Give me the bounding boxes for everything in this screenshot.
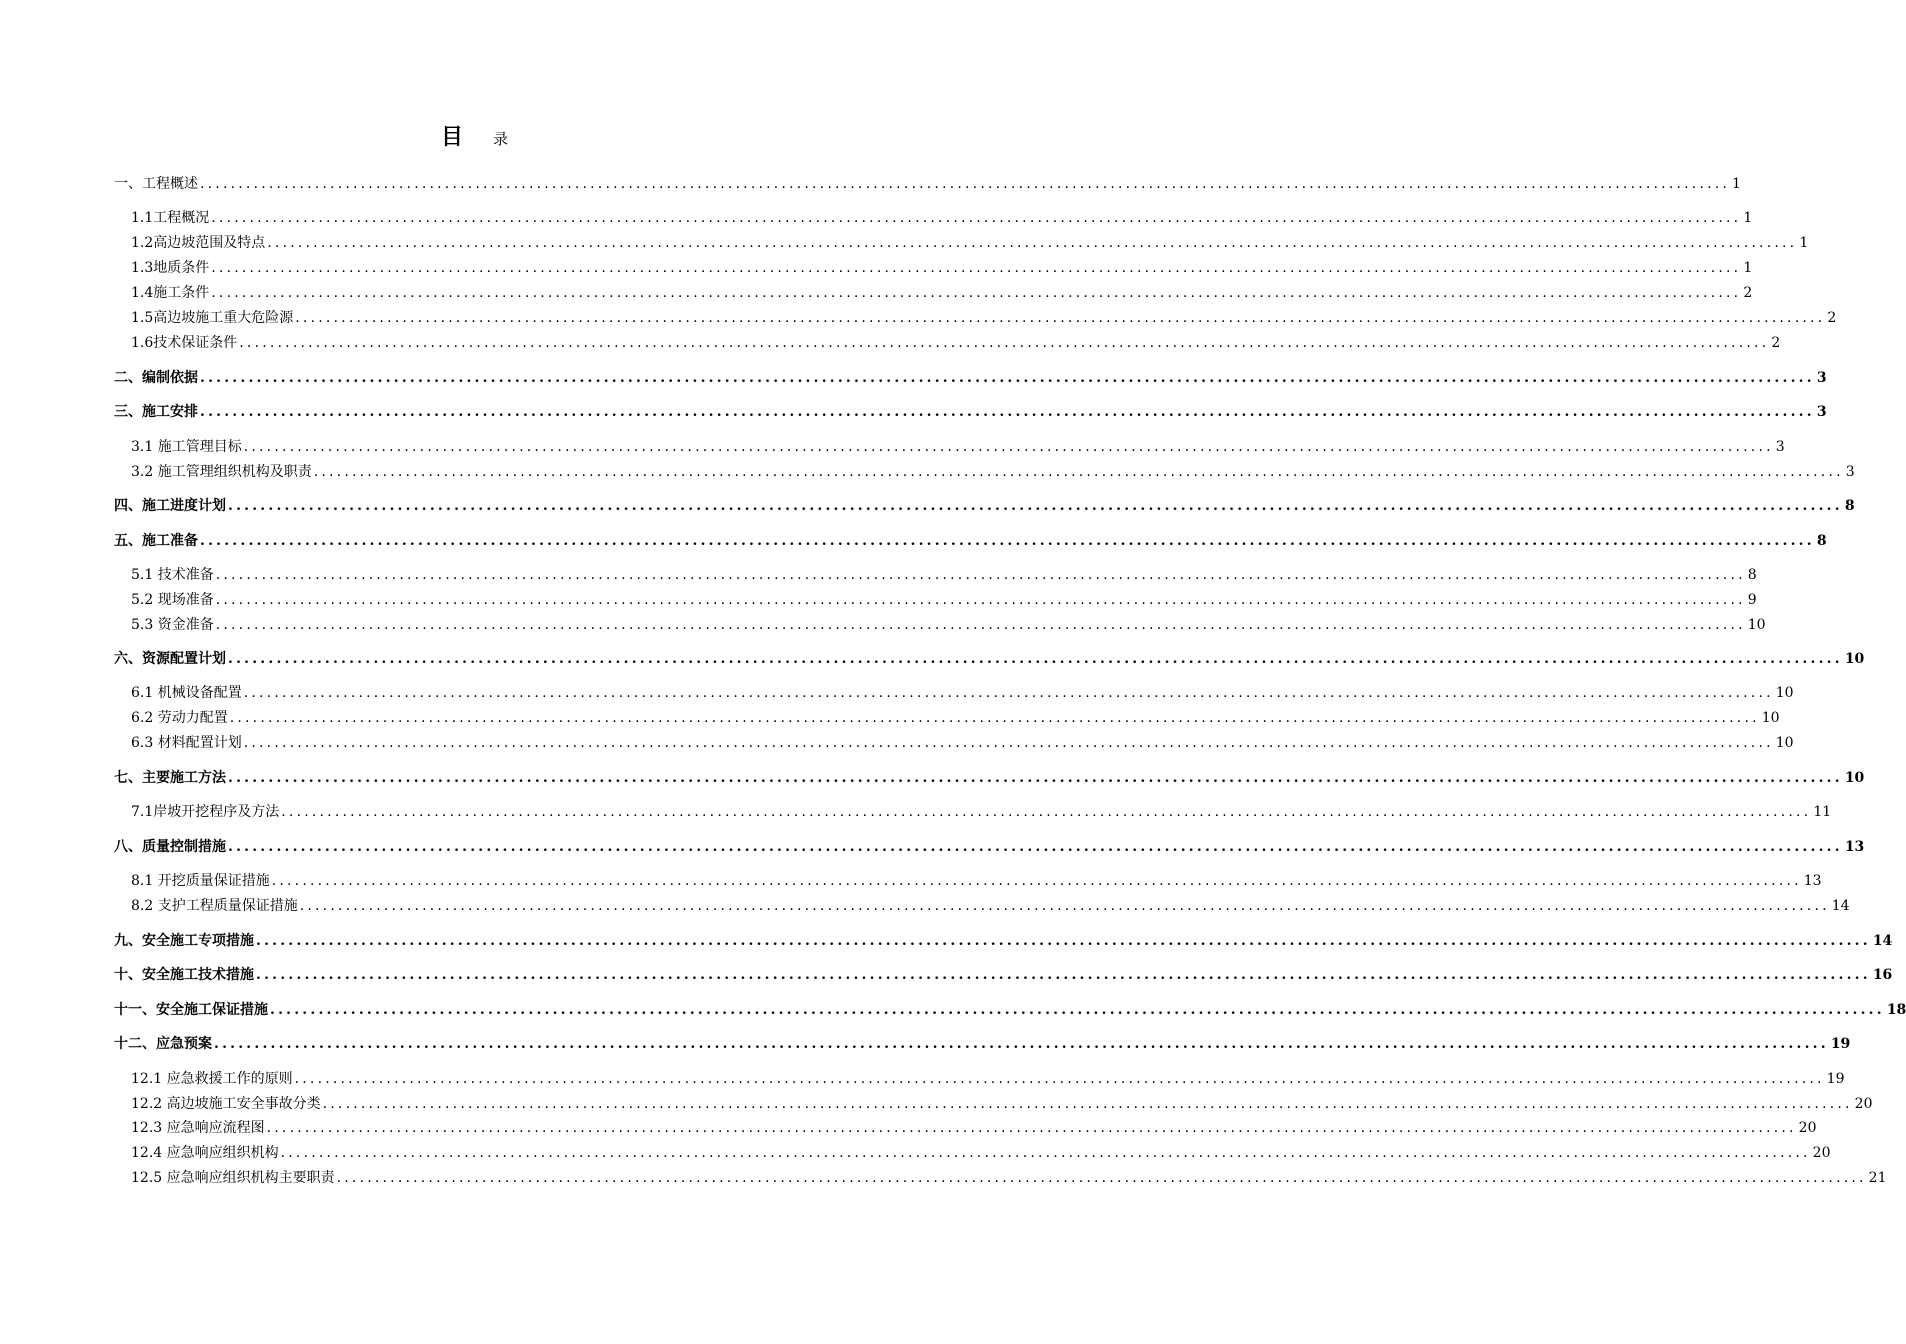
toc-chapter-entry[interactable] [114,765,1865,787]
toc-section-entry[interactable] [131,205,1753,227]
toc-entry-label: 1.5高边坡施工重大危险源 [131,310,294,326]
toc-dot-leader: ........................................................................................................................................................................................................ [270,1002,1885,1018]
toc-title-part2: 录 [493,130,509,148]
toc-page-number: 10 [1761,710,1780,726]
toc-section-entry[interactable] [131,305,1837,327]
toc-entry-label: 12.3 应急响应流程图 [131,1120,265,1136]
toc-page-number: 1 [1799,235,1809,251]
toc-dot-leader: ........................................................................................................................................................................................................ [228,498,1843,514]
toc-chapter-entry[interactable] [114,646,1865,668]
toc-page-number: 11 [1813,804,1832,820]
toc-chapter-entry[interactable] [114,1031,1851,1053]
toc-dot-leader: ........................................................................................................................................................................................................ [313,464,1844,480]
toc-entry-label: 8.2 支护工程质量保证措施 [131,898,298,914]
toc-entry-label: 6.1 机械设备配置 [131,685,242,701]
toc-dot-leader: ........................................................................................................................................................................................................ [200,176,1731,192]
toc-page-number: 10 [1775,685,1794,701]
toc-section-entry[interactable] [131,1066,1845,1088]
toc-page-number: 8 [1747,567,1757,583]
toc-page-number: 19 [1830,1036,1851,1052]
toc-page-number: 14 [1831,898,1850,914]
toc-chapter-entry[interactable] [114,928,1893,950]
toc-entry-label: 二、编制依据 [114,370,198,386]
toc-chapter-entry[interactable] [114,834,1865,856]
toc-section-entry[interactable] [131,612,1766,634]
toc-page-number: 20 [1854,1096,1873,1112]
toc-dot-leader: ........................................................................................................................................................................................................ [239,335,1770,351]
toc-page-number: 20 [1798,1120,1817,1136]
toc-page-number: 21 [1868,1170,1887,1186]
toc-dot-leader: ........................................................................................................................................................................................................ [211,260,1742,276]
toc-page-number: 9 [1747,592,1757,608]
toc-dot-leader: ........................................................................................................................................................................................................ [211,210,1742,226]
toc-section-entry[interactable] [131,459,1855,481]
toc-entry-label: 5.3 资金准备 [131,617,214,633]
toc-entry-label: 1.2高边坡范围及特点 [131,235,266,251]
toc-dot-leader: ........................................................................................................................................................................................................ [299,898,1830,914]
toc-section-entry[interactable] [131,1091,1873,1113]
toc-page-number: 10 [1747,617,1766,633]
toc-page-number: 2 [1827,310,1837,326]
toc-section-entry[interactable] [131,730,1794,752]
toc-dot-leader: ........................................................................................................................................................................................................ [200,370,1815,386]
toc-dot-leader: ........................................................................................................................................................................................................ [243,439,1774,455]
toc-entry-label: 1.6技术保证条件 [131,335,238,351]
toc-page-number: 16 [1872,967,1893,983]
toc-section-entry[interactable] [131,1115,1817,1137]
toc-section-entry[interactable] [131,1140,1831,1162]
toc-page-number: 10 [1775,735,1794,751]
toc-page-number: 3 [1816,370,1827,386]
toc-entry-label: 三、施工安排 [114,404,198,420]
toc-entry-label: 十、安全施工技术措施 [114,967,254,983]
toc-entry-label: 四、施工进度计划 [114,498,226,514]
toc-chapter-entry[interactable] [114,528,1827,550]
toc-page-number: 10 [1844,651,1865,667]
toc-page-number: 3 [1845,464,1855,480]
toc-dot-leader: ........................................................................................................................................................................................................ [228,651,1843,667]
toc-dot-leader: ........................................................................................................................................................................................................ [281,804,1812,820]
toc-dot-leader: ........................................................................................................................................................................................................ [336,1170,1867,1186]
toc-entry-label: 12.5 应急响应组织机构主要职责 [131,1170,335,1186]
toc-chapter-entry[interactable] [114,962,1893,984]
toc-page-number: 20 [1812,1145,1831,1161]
toc-title-part1: 目 [441,124,464,150]
toc-page-number: 3 [1816,404,1827,420]
toc-section-entry[interactable] [131,868,1822,890]
toc-dot-leader: ........................................................................................................................................................................................................ [256,967,1871,983]
toc-page-number: 10 [1844,770,1865,786]
toc-dot-leader: ........................................................................................................................................................................................................ [211,285,1742,301]
toc-section-entry[interactable] [131,799,1832,821]
toc-entry-label: 十一、安全施工保证措施 [114,1002,268,1018]
toc-dot-leader: ........................................................................................................................................................................................................ [229,710,1760,726]
toc-entry-label: 12.4 应急响应组织机构 [131,1145,279,1161]
toc-dot-leader: ........................................................................................................................................................................................................ [228,770,1843,786]
toc-section-entry[interactable] [131,562,1757,584]
toc-page-number: 1 [1732,176,1741,192]
toc-chapter-entry[interactable] [114,365,1827,387]
toc-entry-label: 九、安全施工专项措施 [114,933,254,949]
toc-entry-label: 1.4施工条件 [131,285,210,301]
toc-section-entry[interactable] [131,434,1785,456]
toc-entry-label: 3.1 施工管理目标 [131,439,242,455]
toc-section-entry[interactable] [131,1165,1887,1187]
toc-entry-label: 5.2 现场准备 [131,592,214,608]
toc-entry-label: 七、主要施工方法 [114,770,226,786]
toc-page-number: 13 [1803,873,1822,889]
toc-page-number: 18 [1886,1002,1906,1018]
toc-chapter-entry[interactable] [114,493,1855,515]
toc-page-number: 8 [1844,498,1855,514]
toc-dot-leader: ........................................................................................................................................................................................................ [322,1096,1853,1112]
toc-dot-leader: ........................................................................................................................................................................................................ [295,310,1826,326]
toc-page-number: 13 [1844,839,1865,855]
toc-dot-leader: ........................................................................................................................................................................................................ [271,873,1802,889]
toc-section-entry[interactable] [131,230,1809,252]
toc-entry-label: 五、施工准备 [114,533,198,549]
toc-dot-leader: ........................................................................................................................................................................................................ [267,235,1798,251]
toc-dot-leader: ........................................................................................................................................................................................................ [228,839,1843,855]
toc-entry-label: 1.1工程概况 [131,210,210,226]
toc-entry-label: 12.1 应急救援工作的原则 [131,1071,293,1087]
toc-section-entry[interactable] [131,680,1794,702]
toc-page-number: 3 [1775,439,1785,455]
toc-page-number: 1 [1743,260,1753,276]
toc-chapter-entry[interactable] [114,171,1741,193]
toc-section-entry[interactable] [131,893,1850,915]
toc-dot-leader: ........................................................................................................................................................................................................ [214,1036,1829,1052]
toc-chapter-entry[interactable] [114,997,1906,1019]
toc-page-number: 14 [1872,933,1893,949]
toc-entry-label: 1.3地质条件 [131,260,210,276]
toc-dot-leader: ........................................................................................................................................................................................................ [215,592,1746,608]
toc-section-entry[interactable] [131,587,1757,609]
toc-dot-leader: ........................................................................................................................................................................................................ [256,933,1871,949]
toc-entry-label: 7.1岸坡开挖程序及方法 [131,804,280,820]
toc-section-entry[interactable] [131,280,1753,302]
toc-entry-label: 6.3 材料配置计划 [131,735,242,751]
toc-dot-leader: ........................................................................................................................................................................................................ [266,1120,1797,1136]
toc-dot-leader: ........................................................................................................................................................................................................ [200,404,1815,420]
toc-page-number: 2 [1743,285,1753,301]
toc-dot-leader: ........................................................................................................................................................................................................ [200,533,1815,549]
toc-entry-label: 6.2 劳动力配置 [131,710,228,726]
toc-page-number: 19 [1826,1071,1845,1087]
toc-dot-leader: ........................................................................................................................................................................................................ [280,1145,1811,1161]
toc-entry-label: 一、工程概述 [114,176,198,192]
toc-entry-label: 六、资源配置计划 [114,651,226,667]
toc-page-number: 1 [1743,210,1753,226]
toc-dot-leader: ........................................................................................................................................................................................................ [243,735,1774,751]
toc-page-number: 8 [1816,533,1827,549]
toc-entry-label: 八、质量控制措施 [114,839,226,855]
toc-section-entry[interactable] [131,705,1780,727]
toc-entry-label: 8.1 开挖质量保证措施 [131,873,270,889]
toc-entry-label: 十二、应急预案 [114,1036,212,1052]
toc-dot-leader: ........................................................................................................................................................................................................ [294,1071,1825,1087]
toc-chapter-entry[interactable] [114,399,1827,421]
toc-section-entry[interactable] [131,330,1781,352]
toc-dot-leader: ........................................................................................................................................................................................................ [215,617,1746,633]
toc-section-entry[interactable] [131,255,1753,277]
toc-page-number: 2 [1771,335,1781,351]
toc-entry-label: 5.1 技术准备 [131,567,214,583]
toc-dot-leader: ........................................................................................................................................................................................................ [243,685,1774,701]
toc-dot-leader: ........................................................................................................................................................................................................ [215,567,1746,583]
toc-entry-label: 12.2 高边坡施工安全事故分类 [131,1096,321,1112]
toc-entry-label: 3.2 施工管理组织机构及职责 [131,464,312,480]
